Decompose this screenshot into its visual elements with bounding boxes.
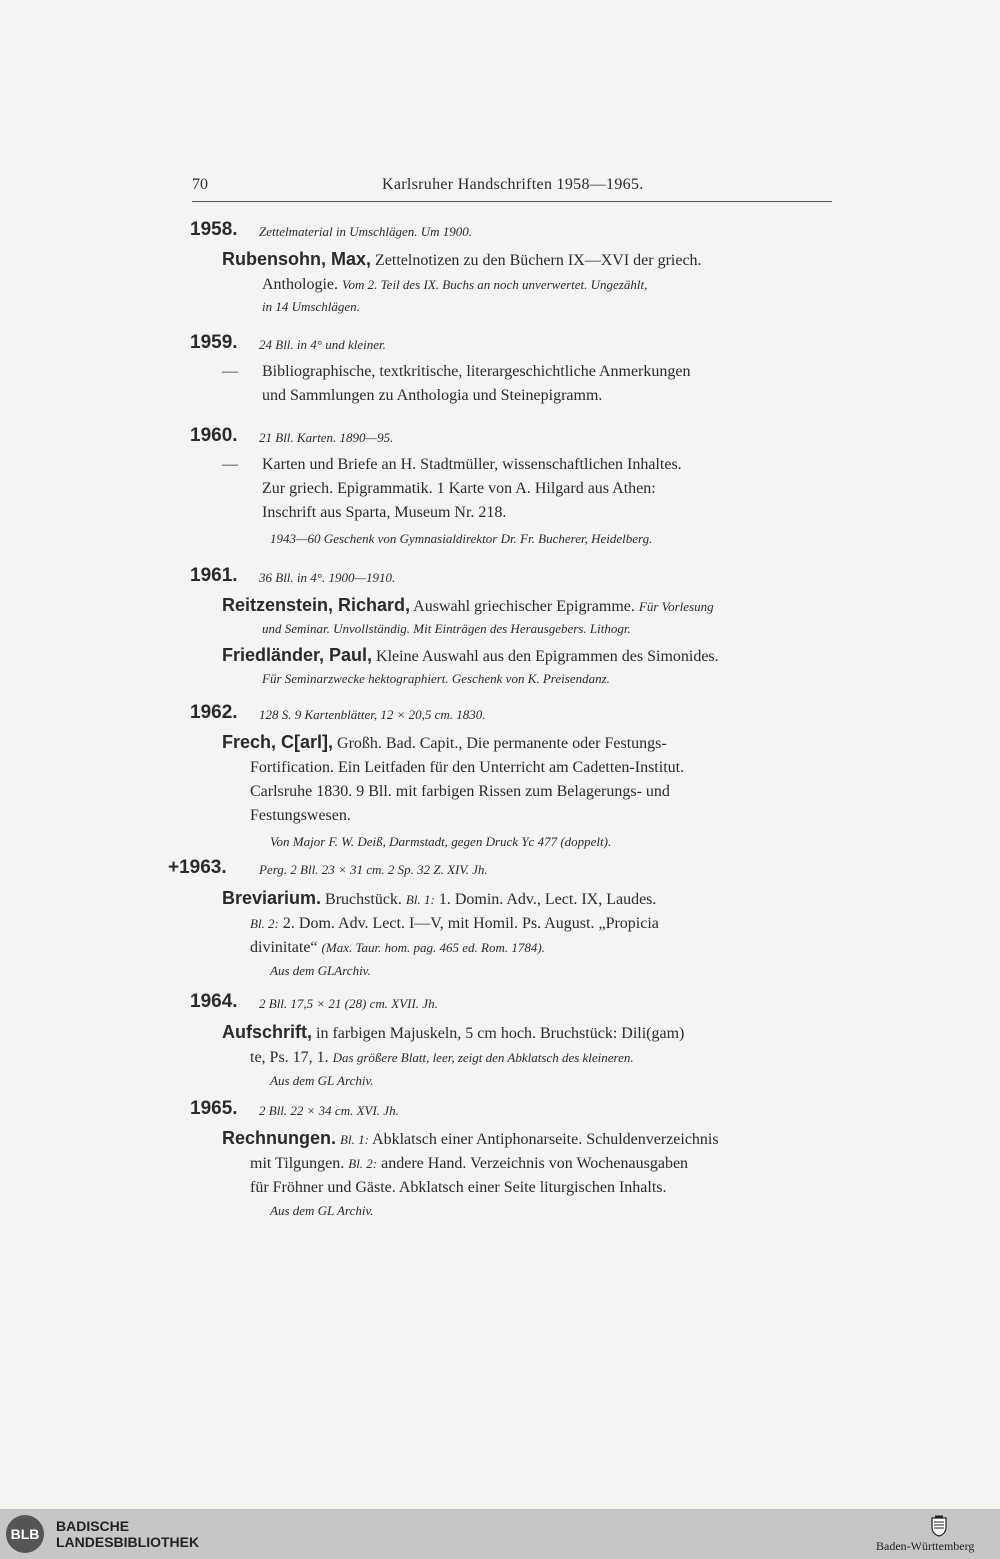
entry-author: Friedländer, Paul,: [222, 645, 373, 665]
entry-text: divinitate“: [250, 939, 318, 956]
entry-dash: —: [222, 363, 238, 380]
entry-author: Reitzenstein, Richard,: [222, 595, 411, 615]
entry-text: Anthologie.: [262, 276, 338, 293]
entry-text: mit Tilgungen.: [250, 1155, 345, 1172]
entry-provenance: Aus dem GL Archiv.: [270, 1073, 374, 1088]
entry-meta: Zettelmaterial in Umschlägen. Um 1900.: [259, 224, 473, 239]
entry-provenance: 1943—60 Geschenk von Gymnasialdirektor Dr. Fr. Bucherer, Heidelberg.: [270, 531, 653, 546]
entry-meta: 21 Bll. Karten. 1890—95.: [259, 430, 394, 445]
entry-provenance: Aus dem GL Archiv.: [270, 1203, 374, 1218]
entry-number: 1961.: [190, 565, 238, 586]
baden-wuerttemberg-crest-icon: [928, 1515, 950, 1537]
entry-text: Inschrift aus Sparta, Museum Nr. 218.: [262, 504, 507, 521]
entry-text: Bibliographische, textkritische, literargeschichtliche Anmerkungen: [262, 363, 691, 380]
entry-text: Zur griech. Epigrammatik. 1 Karte von A. Hilgard aus Athen:: [262, 480, 656, 497]
entry-text: te, Ps. 17, 1.: [250, 1049, 329, 1066]
entry-number: 1962.: [190, 702, 238, 723]
entry-1961: [190, 566, 835, 689]
entry-1958: [190, 220, 835, 317]
entry-provenance: Von Major F. W. Deiß, Darmstadt, gegen Druck Yc 477 (doppelt).: [270, 834, 612, 849]
entry-text: Festungswesen.: [250, 807, 351, 824]
entry-number: +1963.: [168, 857, 227, 878]
entry-number: 1965.: [190, 1098, 238, 1119]
entry-number: 1964.: [190, 991, 238, 1012]
entry-note: Bl. 2:: [348, 1156, 378, 1171]
entry-author: Frech, C[arl],: [222, 732, 334, 752]
entry-text: Kleine Auswahl aus den Epigrammen des Simonides.: [376, 648, 719, 665]
entry-note: Bl. 1:: [405, 892, 435, 907]
entry-note: Für Vorlesung: [638, 599, 714, 614]
entry-meta: 36 Bll. in 4°. 1900—1910.: [259, 570, 396, 585]
entry-author: Rubensohn, Max,: [222, 249, 372, 269]
entry-text: andere Hand. Verzeichnis von Wochenausgaben: [381, 1155, 689, 1172]
blb-logo-icon[interactable]: BLB: [6, 1515, 44, 1553]
entry-text: Abklatsch einer Antiphonarseite. Schuldenverzeichnis: [372, 1131, 719, 1148]
entry-note: Das größere Blatt, leer, zeigt den Abklatsch des kleineren.: [332, 1050, 634, 1065]
running-title: Karlsruher Handschriften 1958—1965.: [382, 176, 644, 193]
entry-number: 1959.: [190, 332, 238, 353]
library-name-line1: BADISCHE: [56, 1518, 130, 1534]
entry-text: Fortification. Ein Leitfaden für den Unterricht am Cadetten-Institut.: [250, 759, 685, 776]
entry-meta: 24 Bll. in 4° und kleiner.: [259, 337, 386, 352]
entry-text: Großh. Bad. Capit., Die permanente oder Festungs-: [337, 735, 667, 752]
entry-text: Karten und Briefe an H. Stadtmüller, wissenschaftlichen Inhaltes.: [262, 456, 682, 473]
footer-bar: [0, 1509, 1000, 1559]
entry-note: Bl. 1:: [340, 1132, 369, 1147]
page-number: 70: [192, 176, 208, 193]
entry-text: Zettelnotizen zu den Büchern IX—XVI der griech.: [375, 252, 702, 269]
entry-text: Bruchstück.: [325, 891, 402, 908]
entry-meta: 2 Bll. 17,5 × 21 (28) cm. XVII. Jh.: [259, 996, 438, 1011]
entry-text: in farbigen Majuskeln, 5 cm hoch. Bruchstück: Dili(gam): [316, 1025, 685, 1042]
entry-1960: [190, 426, 835, 551]
entry-note: Für Seminarzwecke hektographiert. Geschenk von K. Preisendanz.: [262, 671, 610, 686]
entry-1964: [190, 992, 835, 1092]
entry-note: und Seminar. Unvollständig. Mit Einträgen des Herausgebers. Lithogr.: [262, 621, 631, 636]
entry-note: Vom 2. Teil des IX. Buchs an noch unverwertet. Ungezählt,: [342, 277, 648, 292]
entry-text: 2. Dom. Adv. Lect. I—V, mit Homil. Ps. August. „Propicia: [282, 915, 659, 932]
entry-1965: [190, 1099, 835, 1222]
entry-note: Bl. 2:: [250, 916, 279, 931]
entry-1963: [168, 857, 835, 982]
entry-author: Aufschrift,: [222, 1022, 312, 1042]
entry-1959: [190, 333, 835, 408]
entry-1962: [190, 703, 835, 854]
entry-meta: 2 Bll. 22 × 34 cm. XVI. Jh.: [259, 1103, 399, 1118]
header-rule: [192, 201, 832, 202]
entry-meta: 128 S. 9 Kartenblätter, 12 × 20,5 cm. 1830.: [259, 707, 486, 722]
state-name[interactable]: Baden-Württemberg: [876, 1539, 975, 1553]
entry-number: 1960.: [190, 425, 238, 446]
entry-provenance: Aus dem GLArchiv.: [270, 963, 371, 978]
entry-author: Breviarium.: [222, 888, 322, 908]
entry-note: in 14 Umschlägen.: [262, 299, 360, 314]
entry-text: Auswahl griechischer Epigramme.: [413, 598, 635, 615]
entry-text: Carlsruhe 1830. 9 Bll. mit farbigen Rissen zum Belagerungs- und: [250, 783, 670, 800]
entry-author: Rechnungen.: [222, 1128, 337, 1148]
entry-note: (Max. Taur. hom. pag. 465 ed. Rom. 1784).: [321, 940, 545, 955]
entry-text: 1. Domin. Adv., Lect. IX, Laudes.: [438, 891, 657, 908]
entry-meta: Perg. 2 Bll. 23 × 31 cm. 2 Sp. 32 Z. XIV. Jh.: [259, 862, 488, 877]
entry-text: für Fröhner und Gäste. Abklatsch einer Seite liturgischen Inhalts.: [250, 1179, 667, 1196]
entry-text: und Sammlungen zu Anthologia und Steinepigramm.: [262, 387, 603, 404]
entry-number: 1958.: [190, 219, 238, 240]
library-name[interactable]: [56, 1518, 199, 1550]
entry-dash: —: [222, 456, 238, 473]
running-header: [192, 176, 832, 200]
library-name-line2: LANDESBIBLIOTHEK: [56, 1534, 200, 1550]
